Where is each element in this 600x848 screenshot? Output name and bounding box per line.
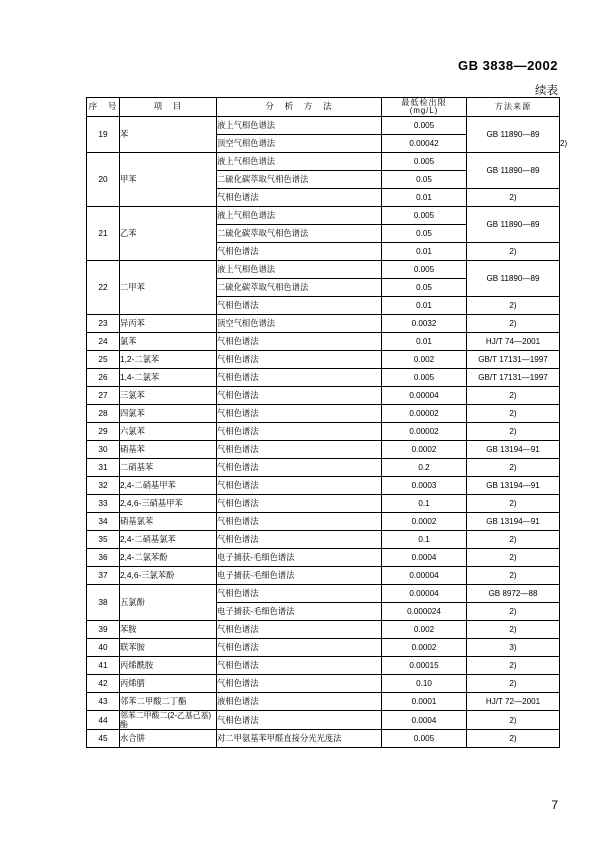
cell-source: HJ/T 74—2001 — [467, 333, 560, 351]
cell-source: GB 11890—89 — [467, 117, 560, 153]
column-header-no: 序 号 — [87, 98, 120, 117]
cell-method: 气相色谱法 — [217, 495, 382, 513]
table-row — [87, 369, 560, 387]
cell-detection-limit: 0.00002 — [382, 423, 467, 441]
table-row — [87, 351, 560, 369]
cell-no: 34 — [87, 513, 120, 531]
cell-source: 2) — [467, 423, 560, 441]
table-row — [87, 513, 560, 531]
table-row — [87, 693, 560, 711]
cell-no: 37 — [87, 567, 120, 585]
cell-no: 32 — [87, 477, 120, 495]
cell-no: 39 — [87, 621, 120, 639]
cell-source: 2) — [467, 459, 560, 477]
cell-detection-limit: 0.005 — [382, 261, 467, 279]
cell-item: 四氯苯 — [120, 405, 217, 423]
cell-item: 乙苯 — [120, 207, 217, 261]
cell-method: 二硫化碳萃取气相色谱法 — [217, 279, 382, 297]
continued-table-label: 续表 — [535, 85, 558, 97]
cell-method: 气相色谱法 — [217, 405, 382, 423]
cell-item: 二硝基苯 — [120, 459, 217, 477]
cell-detection-limit: 0.0002 — [382, 639, 467, 657]
cell-item: 邻苯二甲酸二(2-乙基己基)酯 — [120, 711, 217, 730]
cell-no: 21 — [87, 207, 120, 261]
cell-detection-limit: 0.0032 — [382, 315, 467, 333]
cell-detection-limit: 0.0003 — [382, 477, 467, 495]
cell-detection-limit: 0.00004 — [382, 567, 467, 585]
cell-method: 气相色谱法 — [217, 621, 382, 639]
cell-detection-limit: 0.0004 — [382, 549, 467, 567]
cell-source: 2) — [467, 567, 560, 585]
cell-detection-limit: 0.005 — [382, 153, 467, 171]
cell-item: 异丙苯 — [120, 315, 217, 333]
cell-source: 2) — [467, 387, 560, 405]
cell-source: 2) — [467, 603, 560, 621]
cell-no: 33 — [87, 495, 120, 513]
cell-detection-limit: 0.05 — [382, 171, 467, 189]
table-row — [87, 730, 560, 748]
cell-source: HJ/T 72—2001 — [467, 693, 560, 711]
table-row — [87, 207, 560, 225]
cell-source: 2) — [467, 730, 560, 748]
cell-method: 气相色谱法 — [217, 297, 382, 315]
table-row — [87, 621, 560, 639]
cell-method: 二硫化碳萃取气相色谱法 — [217, 225, 382, 243]
cell-source: 2) — [467, 657, 560, 675]
cell-item: 六氯苯 — [120, 423, 217, 441]
cell-no: 35 — [87, 531, 120, 549]
cell-item: 2,4,6-三氯苯酚 — [120, 567, 217, 585]
column-header-method: 分 析 方 法 — [217, 98, 382, 117]
cell-no: 20 — [87, 153, 120, 207]
table-row — [87, 675, 560, 693]
table-row — [87, 315, 560, 333]
cell-method: 电子捕获-毛细色谱法 — [217, 603, 382, 621]
cell-item: 2,4,6-三硝基甲苯 — [120, 495, 217, 513]
cell-no: 31 — [87, 459, 120, 477]
table-row — [87, 423, 560, 441]
cell-item: 邻苯二甲酸二丁酯 — [120, 693, 217, 711]
cell-item: 2,4-二硝基甲苯 — [120, 477, 217, 495]
cell-no: 26 — [87, 369, 120, 387]
cell-method: 气相色谱法 — [217, 675, 382, 693]
table-row — [87, 405, 560, 423]
cell-detection-limit: 0.002 — [382, 351, 467, 369]
cell-item: 苯 — [120, 117, 217, 153]
cell-detection-limit: 0.2 — [382, 459, 467, 477]
cell-method: 气相色谱法 — [217, 477, 382, 495]
cell-detection-limit: 0.0001 — [382, 693, 467, 711]
cell-method: 电子捕获-毛细色谱法 — [217, 567, 382, 585]
cell-method: 气相色谱法 — [217, 513, 382, 531]
cell-item: 1,4-二氯苯 — [120, 369, 217, 387]
cell-detection-limit: 0.01 — [382, 333, 467, 351]
table-body — [87, 117, 568, 748]
cell-source: GB 13194—91 — [467, 477, 560, 495]
cell-method: 气相色谱法 — [217, 333, 382, 351]
cell-method: 气相色谱法 — [217, 189, 382, 207]
cell-item: 2,4-二氯苯酚 — [120, 549, 217, 567]
column-header-item: 项 目 — [120, 98, 217, 117]
cell-item: 氯苯 — [120, 333, 217, 351]
cell-detection-limit: 0.1 — [382, 495, 467, 513]
cell-method: 气相色谱法 — [217, 387, 382, 405]
cell-no: 41 — [87, 657, 120, 675]
column-header-source: 方法来源 — [467, 98, 560, 117]
cell-detection-limit: 0.00004 — [382, 585, 467, 603]
cell-no: 25 — [87, 351, 120, 369]
cell-detection-limit: 0.005 — [382, 117, 467, 135]
cell-source: GB 11890—89 — [467, 153, 560, 189]
table-row — [87, 117, 560, 135]
cell-no: 27 — [87, 387, 120, 405]
table-header-row — [87, 98, 560, 117]
cell-source: GB 11890—89 — [467, 261, 560, 297]
cell-no: 19 — [87, 117, 120, 153]
cell-method: 气相色谱法 — [217, 369, 382, 387]
cell-method: 液上气相色谱法 — [217, 117, 382, 135]
table-row — [87, 261, 560, 279]
cell-method: 气相色谱法 — [217, 711, 382, 730]
cell-source: 2) — [467, 711, 560, 730]
cell-source: 2) — [467, 189, 560, 207]
cell-source: 2) — [467, 531, 560, 549]
cell-source: 2) — [467, 243, 560, 261]
cell-item: 甲苯 — [120, 153, 217, 207]
table-row — [87, 531, 560, 549]
cell-detection-limit: 0.05 — [382, 225, 467, 243]
cell-source: GB/T 17131—1997 — [467, 351, 560, 369]
cell-no: 29 — [87, 423, 120, 441]
cell-method: 气相色谱法 — [217, 423, 382, 441]
cell-source: GB/T 17131—1997 — [467, 369, 560, 387]
cell-detection-limit: 0.01 — [382, 189, 467, 207]
cell-method: 顶空气相色谱法 — [217, 315, 382, 333]
cell-detection-limit: 0.0002 — [382, 441, 467, 459]
cell-source: 2) — [467, 297, 560, 315]
table-row — [87, 657, 560, 675]
cell-detection-limit: 0.002 — [382, 621, 467, 639]
table-row — [87, 567, 560, 585]
column-header-limit-text: 最低检出限 — [401, 98, 447, 107]
cell-detection-limit: 0.0002 — [382, 513, 467, 531]
cell-source: GB 13194—91 — [467, 441, 560, 459]
cell-item: 二甲苯 — [120, 261, 217, 315]
cell-method: 液上气相色谱法 — [217, 261, 382, 279]
cell-no: 44 — [87, 711, 120, 730]
column-header-limit-unit: (mg/L) — [409, 106, 439, 116]
cell-item: 2,4-二硝基氯苯 — [120, 531, 217, 549]
table-row — [87, 153, 560, 171]
cell-method: 液上气相色谱法 — [217, 153, 382, 171]
column-header-limit — [382, 98, 467, 117]
cell-no: 36 — [87, 549, 120, 567]
cell-method: 对二甲氨基苯甲醛直接分光光度法 — [217, 730, 382, 748]
cell-method: 气相色谱法 — [217, 459, 382, 477]
table-row: 顶空气相色谱法 0.00042 2) — [87, 135, 560, 153]
cell-detection-limit: 0.005 — [382, 369, 467, 387]
cell-item: 联苯胺 — [120, 639, 217, 657]
cell-source: GB 8972—88 — [467, 585, 560, 603]
cell-source: 2) — [467, 405, 560, 423]
table-row — [87, 441, 560, 459]
cell-no: 43 — [87, 693, 120, 711]
cell-method: 气相色谱法 — [217, 639, 382, 657]
cell-method: 气相色谱法 — [217, 441, 382, 459]
cell-item: 硝基氯苯 — [120, 513, 217, 531]
cell-method: 液相色谱法 — [217, 693, 382, 711]
cell-item: 1,2-二氯苯 — [120, 351, 217, 369]
cell-detection-limit: 0.01 — [382, 297, 467, 315]
cell-item: 苯胺 — [120, 621, 217, 639]
page-number: 7 — [551, 798, 558, 812]
cell-detection-limit: 0.00015 — [382, 657, 467, 675]
cell-no: 45 — [87, 730, 120, 748]
cell-detection-limit: 0.01 — [382, 243, 467, 261]
cell-detection-limit: 0.000024 — [382, 603, 467, 621]
cell-item: 丙烯酰胺 — [120, 657, 217, 675]
cell-detection-limit: 0.10 — [382, 675, 467, 693]
cell-source: 3) — [467, 639, 560, 657]
cell-source: 2) — [467, 675, 560, 693]
cell-no: 22 — [87, 261, 120, 315]
cell-method: 气相色谱法 — [217, 585, 382, 603]
cell-method: 二硫化碳萃取气相色谱法 — [217, 171, 382, 189]
cell-no: 40 — [87, 639, 120, 657]
cell-method: 气相色谱法 — [217, 531, 382, 549]
cell-method: 电子捕获-毛细色谱法 — [217, 549, 382, 567]
table-row — [87, 387, 560, 405]
cell-detection-limit: 0.00004 — [382, 387, 467, 405]
table-header — [87, 98, 560, 117]
table-row — [87, 549, 560, 567]
cell-method: 液上气相色谱法 — [217, 207, 382, 225]
table-row — [87, 711, 560, 730]
table-row — [87, 495, 560, 513]
cell-method: 气相色谱法 — [217, 243, 382, 261]
cell-no: 42 — [87, 675, 120, 693]
analysis-methods-table — [86, 97, 568, 748]
cell-no: 28 — [87, 405, 120, 423]
cell-detection-limit: 0.005 — [382, 730, 467, 748]
cell-no: 38 — [87, 585, 120, 621]
cell-detection-limit: 0.05 — [382, 279, 467, 297]
table-row — [87, 459, 560, 477]
cell-method: 气相色谱法 — [217, 351, 382, 369]
cell-no: 23 — [87, 315, 120, 333]
cell-item: 丙烯腈 — [120, 675, 217, 693]
table-row — [87, 585, 560, 603]
cell-source: 2) — [467, 495, 560, 513]
cell-source: GB 11890—89 — [467, 207, 560, 243]
cell-no: 24 — [87, 333, 120, 351]
cell-detection-limit: 0.00042 — [382, 135, 467, 153]
cell-detection-limit: 0.00002 — [382, 405, 467, 423]
table-row — [87, 477, 560, 495]
cell-method: 气相色谱法 — [217, 657, 382, 675]
cell-item: 硝基苯 — [120, 441, 217, 459]
cell-source: 2) — [467, 549, 560, 567]
cell-source: 2) — [467, 315, 560, 333]
cell-method: 顶空气相色谱法 — [217, 135, 382, 153]
cell-item: 五氯酚 — [120, 585, 217, 621]
table-row — [87, 333, 560, 351]
cell-no: 30 — [87, 441, 120, 459]
table-row — [87, 639, 560, 657]
cell-item: 水合肼 — [120, 730, 217, 748]
cell-item: 三氯苯 — [120, 387, 217, 405]
cell-detection-limit: 0.1 — [382, 531, 467, 549]
cell-source: GB 13194—91 — [467, 513, 560, 531]
cell-detection-limit: 0.0004 — [382, 711, 467, 730]
standard-number: GB 3838—2002 — [458, 58, 558, 73]
cell-source: 2) — [467, 621, 560, 639]
cell-detection-limit: 0.005 — [382, 207, 467, 225]
